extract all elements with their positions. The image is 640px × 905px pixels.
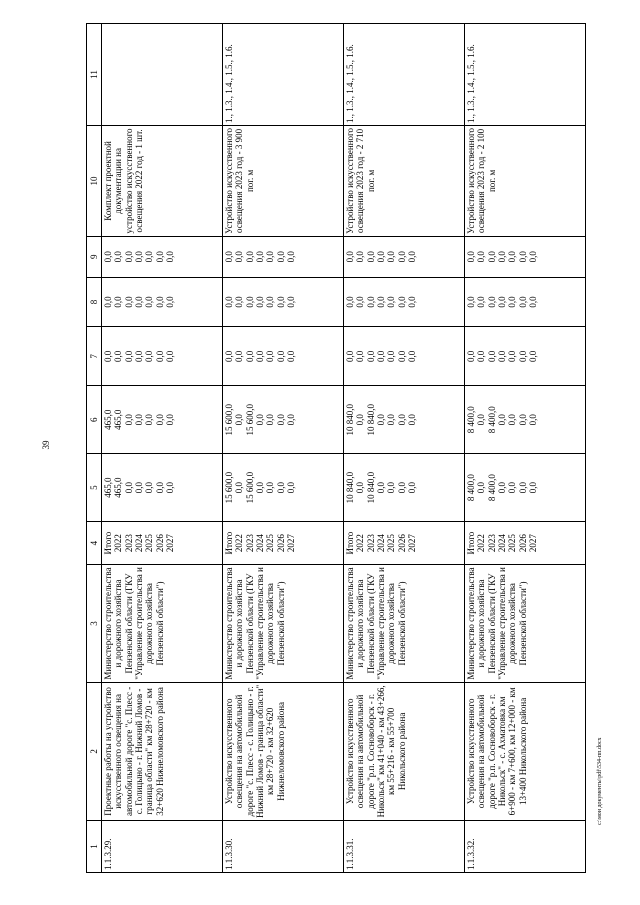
cell-line: 0,0	[255, 251, 266, 263]
cell-line: 2027	[528, 534, 539, 553]
cell-line: 2025	[265, 534, 276, 553]
indicators-cell	[102, 24, 223, 126]
cell-line: 0,0	[355, 414, 366, 426]
cell-line: 0,0	[286, 296, 297, 308]
cell-line: 0,0	[286, 414, 297, 426]
cell-line: 0,0	[144, 251, 155, 263]
cell-line: 0,0	[407, 251, 418, 263]
cell-line: 0,0	[255, 296, 266, 308]
cell-line: 0,0	[528, 414, 539, 426]
cell-line: 0,0	[386, 414, 397, 426]
cell-line: 0,0	[476, 482, 487, 494]
cell-line: 0,0	[154, 251, 165, 263]
table-row	[465, 24, 586, 873]
cell-line: 0,0	[407, 414, 418, 426]
cell-line: 2027	[165, 534, 176, 553]
cell-line: 0,0	[396, 296, 407, 308]
total-funding-cell	[223, 454, 344, 522]
cell-line: 2024	[134, 534, 145, 553]
total-funding-cell	[102, 454, 223, 522]
cell-line: 0,0	[234, 350, 245, 362]
cell-line: 0,0	[134, 482, 145, 494]
cell-line: 2027	[407, 534, 418, 553]
cell-line: 0,0	[507, 482, 518, 494]
cell-line: 0,0	[507, 251, 518, 263]
cell-line: 0,0	[376, 414, 387, 426]
table-row	[223, 24, 344, 873]
executor-cell: Министерство строительства и дорожного хозяйства Пензенской области (ГКУ "Управление строительства и дорожного хозяйства Пензенской области")	[223, 565, 344, 683]
cell-line: 0,0	[286, 350, 297, 362]
cell-line: 0,0	[165, 251, 176, 263]
row-id-cell: 1.1.3.30.	[223, 820, 344, 872]
cell-line: 0,0	[466, 251, 476, 263]
federal-budget-cell	[465, 327, 586, 386]
cell-line: 2026	[275, 534, 286, 553]
cell-line: 8 400,0	[466, 406, 476, 434]
header-cell: 3	[87, 565, 102, 683]
cell-line: 0,0	[234, 482, 245, 494]
header-cell: 8	[87, 277, 102, 327]
years-cell	[102, 522, 223, 565]
cell-line: 2022	[234, 534, 245, 553]
header-cell: 1	[87, 820, 102, 872]
other-sources-cell	[344, 236, 465, 277]
cell-line: 2026	[154, 534, 165, 553]
row-id-cell: 1.1.3.29.	[102, 820, 223, 872]
cell-line: 0,0	[486, 251, 497, 263]
cell-line: 0,0	[376, 251, 387, 263]
cell-line: 0,0	[497, 482, 508, 494]
indicators-cell: 1., 1.3., 1.4., 1.5., 1.6.	[223, 24, 344, 126]
result-cell: Устройство искусственного освещения 2023 год - 2 710 пог. м	[344, 125, 465, 236]
cell-line: 2023	[123, 534, 134, 553]
cell-line: 0,0	[134, 296, 145, 308]
cell-line: 0,0	[376, 350, 387, 362]
cell-line: 0,0	[507, 296, 518, 308]
cell-line: 0,0	[275, 296, 286, 308]
result-cell: Устройство искусственного освещения 2023 год - 2 100 пог. м	[465, 125, 586, 236]
cell-line: 15 600,0	[244, 471, 255, 504]
result-cell: Устройство искусственного освещения 2023 год - 3 900 пог. м	[223, 125, 344, 236]
cell-line: 0,0	[113, 251, 124, 263]
cell-line: 0,0	[396, 414, 407, 426]
cell-line: 0,0	[113, 296, 124, 308]
cell-line: 0,0	[123, 296, 134, 308]
cell-line: 0,0	[517, 414, 528, 426]
cell-line: 0,0	[154, 350, 165, 362]
cell-line: 0,0	[386, 482, 397, 494]
cell-line: 0,0	[165, 350, 176, 362]
cell-line: 0,0	[517, 251, 528, 263]
cell-line: 0,0	[396, 251, 407, 263]
cell-line: 0,0	[134, 350, 145, 362]
row-id-cell: 1.1.3.31.	[344, 820, 465, 872]
cell-line: Итого	[103, 531, 113, 555]
cell-line: 10 840,0	[345, 471, 355, 504]
other-sources-cell	[102, 236, 223, 277]
cell-line: 0,0	[528, 251, 539, 263]
cell-line: 0,0	[497, 251, 508, 263]
cell-line: 0,0	[466, 350, 476, 362]
header-cell: 9	[87, 236, 102, 277]
cell-line: 0,0	[244, 350, 255, 362]
cell-line: 2024	[376, 534, 387, 553]
cell-line: Итого	[345, 531, 355, 555]
cell-line: 0,0	[386, 251, 397, 263]
cell-line: 10 840,0	[345, 404, 355, 436]
page-number: 39	[41, 440, 51, 450]
cell-line: 0,0	[275, 414, 286, 426]
cell-line: 0,0	[113, 350, 124, 362]
cell-line: 0,0	[528, 296, 539, 308]
cell-line: 0,0	[123, 414, 134, 426]
cell-line: 0,0	[507, 350, 518, 362]
cell-line: 0,0	[528, 482, 539, 494]
executor-cell: Министерство строительства и дорожного хозяйства Пензенской области (ГКУ "Управление строительства и дорожного хозяйства Пензенской области")	[344, 565, 465, 683]
cell-line: Итого	[224, 531, 234, 555]
cell-line: 0,0	[165, 414, 176, 426]
cell-line: 0,0	[286, 482, 297, 494]
cell-line: 0,0	[224, 251, 234, 263]
cell-line: 0,0	[154, 296, 165, 308]
cell-line: 0,0	[476, 251, 487, 263]
regional-budget-cell	[223, 386, 344, 454]
header-row	[87, 24, 102, 873]
cell-line: 0,0	[396, 482, 407, 494]
cell-line: 0,0	[103, 251, 113, 263]
cell-line: 0,0	[355, 350, 366, 362]
cell-line: 0,0	[466, 296, 476, 308]
cell-line: 0,0	[365, 251, 376, 263]
executor-cell: Министерство строительства и дорожного хозяйства Пензенской области (ГКУ "Управление строительства и дорожного хозяйства Пензенской области")	[102, 565, 223, 683]
federal-budget-cell	[102, 327, 223, 386]
cell-line: 0,0	[144, 414, 155, 426]
cell-line: 0,0	[476, 414, 487, 426]
cell-line: 0,0	[345, 251, 355, 263]
cell-line: 0,0	[497, 296, 508, 308]
cell-line: 0,0	[517, 350, 528, 362]
local-budget-cell	[465, 277, 586, 327]
cell-line: 0,0	[275, 482, 286, 494]
cell-line: 8 400,0	[466, 474, 476, 502]
cell-line: 0,0	[154, 414, 165, 426]
cell-line: 2022	[113, 534, 124, 553]
cell-line: 0,0	[144, 296, 155, 308]
cell-line: 8 400,0	[486, 406, 497, 434]
cell-line: 0,0	[165, 296, 176, 308]
cell-line: 0,0	[244, 296, 255, 308]
cell-line: 0,0	[275, 350, 286, 362]
cell-line: 0,0	[355, 296, 366, 308]
cell-line: 2026	[396, 534, 407, 553]
cell-line: 2024	[255, 534, 266, 553]
cell-line: 0,0	[103, 350, 113, 362]
federal-budget-cell	[344, 327, 465, 386]
cell-line: 0,0	[234, 296, 245, 308]
years-cell	[465, 522, 586, 565]
footer-file-path: c:\мои документы\pdf\534-пп.docx	[597, 737, 603, 825]
regional-budget-cell	[465, 386, 586, 454]
cell-line: 0,0	[528, 350, 539, 362]
cell-line: 0,0	[407, 296, 418, 308]
cell-line: 0,0	[224, 296, 234, 308]
activity-name-cell: Устройство искусственного освещения на автомобильной дороге "р.п. Сосновоборск - г. Никольск" - с. Ахматовка км 6+900 - км 7+600, км 12+000 - км 13+400 Никольского района	[465, 682, 586, 820]
cell-line: 0,0	[234, 251, 245, 263]
cell-line: 0,0	[265, 296, 276, 308]
cell-line: 0,0	[144, 482, 155, 494]
cell-line: 2022	[355, 534, 366, 553]
cell-line: 0,0	[134, 251, 145, 263]
cell-line: 0,0	[123, 482, 134, 494]
cell-line: 15 600,0	[244, 404, 255, 436]
cell-line: 465,0	[103, 477, 113, 498]
cell-line: 0,0	[224, 350, 234, 362]
executor-cell: Министерство строительства и дорожного хозяйства Пензенской области (ГКУ "Управление строительства и дорожного хозяйства Пензенской области")	[465, 565, 586, 683]
cell-line: 2025	[386, 534, 397, 553]
cell-line: 2023	[486, 534, 497, 553]
indicators-cell: 1., 1.3., 1.4., 1.5., 1.6.	[465, 24, 586, 126]
cell-line: 15 600,0	[224, 404, 234, 436]
cell-line: 465,0	[103, 409, 113, 430]
years-cell	[223, 522, 344, 565]
cell-line: 0,0	[244, 251, 255, 263]
cell-line: 2027	[286, 534, 297, 553]
cell-line: 0,0	[497, 350, 508, 362]
cell-line: 0,0	[376, 482, 387, 494]
cell-line: 0,0	[345, 296, 355, 308]
cell-line: 0,0	[476, 296, 487, 308]
program-table	[86, 23, 586, 873]
activity-name-cell: Устройство искусственного освещения на автомобильной дороге "с. Плесс - с. Голицыно - г. Нижний Ломов - граница области" км 28+720 - км 32+620 Нижнеломовского района	[223, 682, 344, 820]
cell-line: 0,0	[517, 296, 528, 308]
cell-line: 2023	[365, 534, 376, 553]
cell-line: 0,0	[265, 251, 276, 263]
header-cell: 10	[87, 125, 102, 236]
activity-name-cell: Проектные работы на устройство искусственного освещения на автомобильной дороге "с. Плесс - с. Голицыно - г. Нижний Ломов - граница области" км 28+720 - км 32+620 Нижнеломовского района	[102, 682, 223, 820]
cell-line: 0,0	[265, 350, 276, 362]
cell-line: 2025	[507, 534, 518, 553]
other-sources-cell	[223, 236, 344, 277]
header-cell: 7	[87, 327, 102, 386]
regional-budget-cell	[102, 386, 223, 454]
header-cell: 4	[87, 522, 102, 565]
header-cell: 6	[87, 386, 102, 454]
cell-line: 2026	[517, 534, 528, 553]
cell-line: 0,0	[345, 350, 355, 362]
table-body	[102, 24, 586, 873]
header-cell: 2	[87, 682, 102, 820]
cell-line: 0,0	[286, 251, 297, 263]
cell-line: 0,0	[123, 350, 134, 362]
table-row	[344, 24, 465, 873]
cell-line: 0,0	[497, 414, 508, 426]
regional-budget-cell	[344, 386, 465, 454]
result-cell: Комплект проектной документации на устройство искусственного освещения 2022 год - 1 шт.	[102, 125, 223, 236]
cell-line: 0,0	[517, 482, 528, 494]
header-cell: 5	[87, 454, 102, 522]
cell-line: 0,0	[407, 482, 418, 494]
cell-line: 0,0	[386, 296, 397, 308]
cell-line: 0,0	[486, 296, 497, 308]
cell-line: 10 840,0	[365, 471, 376, 504]
local-budget-cell	[344, 277, 465, 327]
cell-line: 2023	[244, 534, 255, 553]
activity-name-cell: Устройство искусственного освещения на автомобильной дороге "р.п. Сосновоборск - г. Никольск" км 41+040 - км 43+266, км 55+216 - км 55+700 Никольского района	[344, 682, 465, 820]
cell-line: 0,0	[476, 350, 487, 362]
total-funding-cell	[465, 454, 586, 522]
total-funding-cell	[344, 454, 465, 522]
cell-line: 0,0	[255, 414, 266, 426]
cell-line: 0,0	[103, 296, 113, 308]
cell-line: 0,0	[376, 296, 387, 308]
cell-line: 0,0	[486, 350, 497, 362]
row-id-cell: 1.1.3.32.	[465, 820, 586, 872]
cell-line: 0,0	[144, 350, 155, 362]
header-cell: 11	[87, 24, 102, 126]
cell-line: 0,0	[355, 251, 366, 263]
cell-line: 2025	[144, 534, 155, 553]
other-sources-cell	[465, 236, 586, 277]
table-row	[102, 24, 223, 873]
cell-line: 0,0	[255, 350, 266, 362]
local-budget-cell	[102, 277, 223, 327]
cell-line: 0,0	[365, 296, 376, 308]
years-cell	[344, 522, 465, 565]
rotated-table-container	[86, 23, 586, 873]
cell-line: 0,0	[255, 482, 266, 494]
cell-line: 0,0	[507, 414, 518, 426]
cell-line: 2024	[497, 534, 508, 553]
cell-line: 465,0	[113, 477, 124, 498]
cell-line: 0,0	[386, 350, 397, 362]
cell-line: 15 600,0	[224, 471, 234, 504]
cell-line: 0,0	[165, 482, 176, 494]
cell-line: Итого	[466, 531, 476, 555]
federal-budget-cell	[223, 327, 344, 386]
cell-line: 0,0	[365, 350, 376, 362]
cell-line: 0,0	[123, 251, 134, 263]
indicators-cell: 1., 1.3., 1.4., 1.5., 1.6.	[344, 24, 465, 126]
cell-line: 0,0	[134, 414, 145, 426]
cell-line: 8 400,0	[486, 474, 497, 502]
cell-line: 465,0	[113, 409, 124, 430]
cell-line: 0,0	[275, 251, 286, 263]
cell-line: 2022	[476, 534, 487, 553]
local-budget-cell	[223, 277, 344, 327]
cell-line: 0,0	[396, 350, 407, 362]
cell-line: 0,0	[265, 414, 276, 426]
cell-line: 10 840,0	[365, 404, 376, 436]
cell-line: 0,0	[407, 350, 418, 362]
cell-line: 0,0	[355, 482, 366, 494]
cell-line: 0,0	[265, 482, 276, 494]
cell-line: 0,0	[154, 482, 165, 494]
cell-line: 0,0	[234, 414, 245, 426]
